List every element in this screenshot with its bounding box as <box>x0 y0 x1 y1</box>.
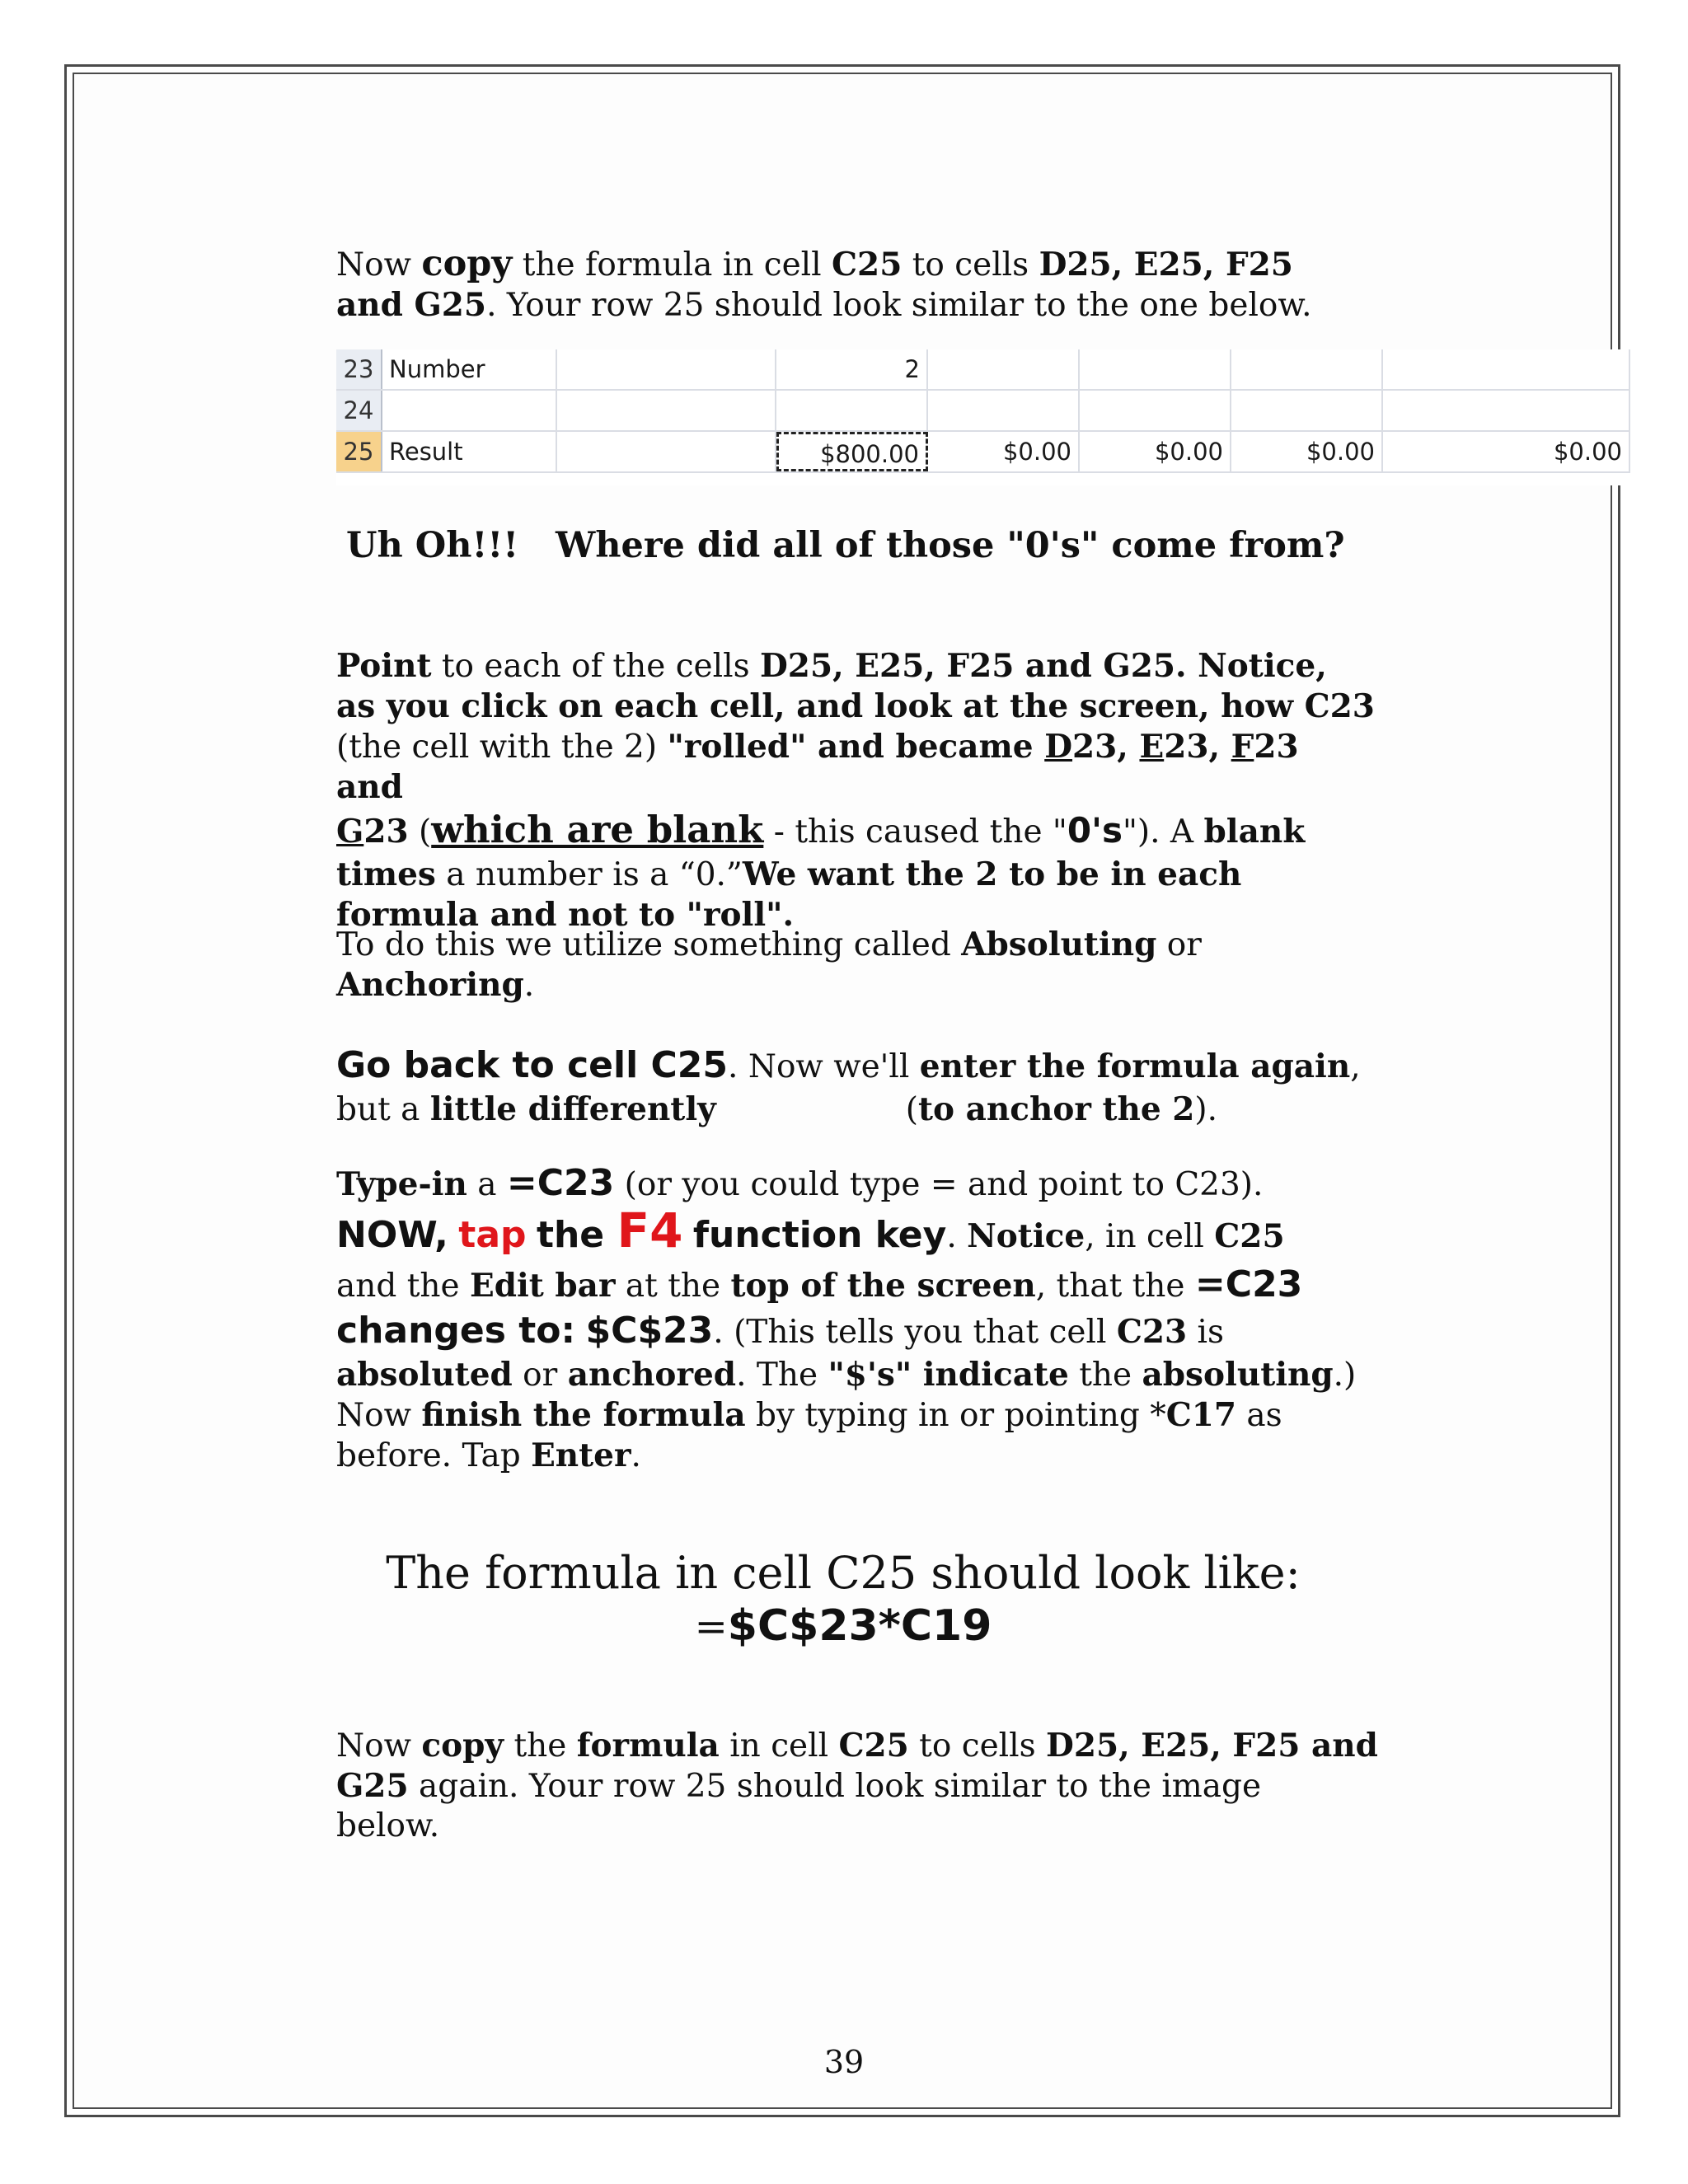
point-paragraph: Point to each of the cells D25, E25, F25 and G25. Notice, as you click on each cell, and look at the screen, how C23 (the cell with the 2) "rolled" and became D23, E23, F23 and G23 (which are blank - this caused the "0's"). A blank times a number is a “0.”We want the 2 to be in each formula and not to "roll". <box>336 647 1375 934</box>
formula-value: $C$23*C19 <box>727 1601 992 1651</box>
cell-e23[interactable] <box>1080 349 1231 389</box>
sheet-row-24 <box>336 391 1630 432</box>
uh-oh-heading: Uh Oh!!! Where did all of those "0's" come from? <box>346 525 1345 566</box>
cell-c24[interactable] <box>776 391 928 430</box>
formula-callout-text: The formula in cell C25 should look like: <box>386 1547 1301 1599</box>
formula-callout: The formula in cell C25 should look like: =$C$23*C19 <box>336 1546 1350 1652</box>
cell-g24[interactable] <box>1383 391 1630 430</box>
sheet-row-25 <box>336 432 1630 473</box>
page-number: 39 <box>823 2044 865 2080</box>
go-back-paragraph: Go back to cell C25. Now we'll enter the formula again, but a little differently (to anchor the 2). <box>336 1044 1361 1128</box>
cell-blank[interactable] <box>557 432 776 471</box>
cell-b25[interactable]: Result <box>382 432 557 471</box>
type-in-paragraph: Type-in a =C23 (or you could type = and point to C23). NOW, tap the F4 function key. Notice, in cell C25 and the Edit bar at the top of the screen, that the =C23 changes to: $C$23. (This tells you that cell C23 is absoluted or anchored. The "$'s" indicate the absoluting.) Now finish the formula by typing in or pointing *C17 as before. Tap Enter. <box>336 1162 1357 1474</box>
cell-d24[interactable] <box>928 391 1080 430</box>
row-header[interactable]: 23 <box>336 349 382 389</box>
cell-f25[interactable]: $0.00 <box>1231 432 1383 471</box>
row-header[interactable]: 24 <box>336 391 382 430</box>
spreadsheet-snippet <box>336 349 1630 485</box>
cell-e24[interactable] <box>1080 391 1231 430</box>
cell-b24[interactable] <box>382 391 557 430</box>
sheet-row-23 <box>336 349 1630 391</box>
cell-g23[interactable] <box>1383 349 1630 389</box>
row-header[interactable]: 25 <box>336 432 382 471</box>
copy-again-paragraph: Now copy the formula in cell C25 to cells D25, E25, F25 and G25 again. Your row 25 should look similar to the image below. <box>336 1727 1378 1844</box>
cell-d23[interactable] <box>928 349 1080 389</box>
cell-b23[interactable]: Number <box>382 349 557 389</box>
cell-d25[interactable]: $0.00 <box>928 432 1080 471</box>
cell-e25[interactable]: $0.00 <box>1080 432 1231 471</box>
cell-f24[interactable] <box>1231 391 1383 430</box>
absoluting-paragraph: To do this we utilize something called Absoluting or Anchoring. <box>336 926 1202 1004</box>
intro-paragraph: Now copy the formula in cell C25 to cells D25, E25, F25 and G25. Your row 25 should look similar to the one below. <box>336 243 1312 324</box>
cell-f23[interactable] <box>1231 349 1383 389</box>
cell-c23[interactable]: 2 <box>776 349 928 389</box>
cell-blank[interactable] <box>557 391 776 430</box>
cell-c25-copy-marquee[interactable]: $800.00 <box>776 432 928 471</box>
cell-g25[interactable]: $0.00 <box>1383 432 1630 471</box>
cell-blank[interactable] <box>557 349 776 389</box>
